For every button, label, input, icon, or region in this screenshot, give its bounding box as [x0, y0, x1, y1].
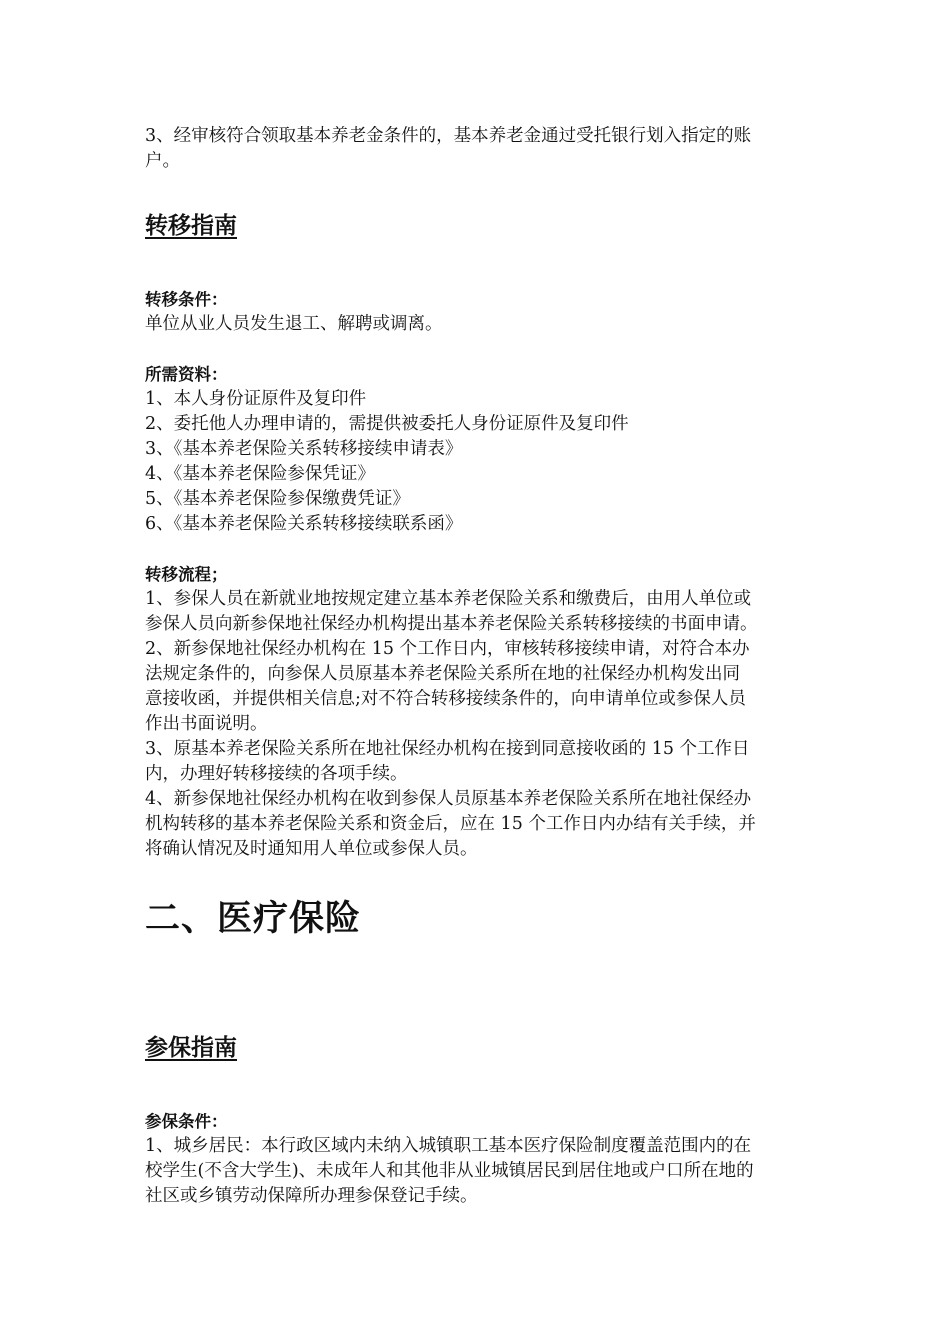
paragraph-line: 3、经审核符合领取基本养老金条件的，基本养老金通过受托银行划入指定的账: [145, 126, 752, 146]
paragraph-line: 法规定条件的，向参保人员原基本养老保险关系所在地的社保经办机构发出同: [145, 664, 740, 684]
paragraph-line: 4、新参保地社保经办机构在收到参保人员原基本养老保险关系所在地社保经办: [145, 789, 752, 809]
paragraph-line: 意接收函，并提供相关信息;对不符合转移接续条件的，向申请单位或参保人员: [145, 689, 746, 709]
medical-insurance-heading: 二、医疗保险: [145, 899, 362, 939]
paragraph-line: 3、原基本养老保险关系所在地社保经办机构在接到同意接收函的 15 个工作日: [145, 739, 750, 759]
enroll-conditions-text: [145, 1134, 754, 1209]
transfer-guide-heading: 转移指南: [145, 213, 237, 239]
paragraph-line: 内，办理好转移接续的各项手续。: [145, 764, 408, 784]
list-item: 4、《基本养老保险参保凭证》: [145, 464, 375, 484]
top-paragraph: [145, 124, 751, 174]
paragraph-line: 参保人员向新参保地社保经办机构提出基本养老保险关系转移接续的书面申请。: [145, 614, 758, 634]
paragraph-line: 作出书面说明。: [145, 714, 268, 734]
paragraph-line: 校学生(不含大学生)、未成年人和其他非从业城镇居民到居住地或户口所在地的: [145, 1161, 754, 1181]
materials-list: [145, 387, 629, 537]
list-item: 5、《基本养老保险参保缴费凭证》: [145, 489, 410, 509]
paragraph-line: 社区或乡镇劳动保障所办理参保登记手续。: [145, 1186, 478, 1206]
enroll-guide-heading: 参保指南: [145, 1035, 237, 1061]
list-item: 2、委托他人办理申请的，需提供被委托人身份证原件及复印件: [145, 414, 629, 434]
paragraph-line: 户。: [145, 151, 180, 171]
materials-label: 所需资料：: [145, 365, 228, 384]
transfer-conditions-text: 单位从业人员发生退工、解聘或调离。: [145, 314, 443, 334]
process-label: 转移流程；: [145, 565, 228, 584]
paragraph-line: 1、城乡居民：本行政区域内未纳入城镇职工基本医疗保险制度覆盖范围内的在: [145, 1136, 752, 1156]
paragraph-line: 将确认情况及时通知用人单位或参保人员。: [145, 839, 478, 859]
list-item: 1、本人身份证原件及复印件: [145, 389, 367, 409]
transfer-conditions-label: 转移条件：: [145, 290, 228, 309]
list-item: 3、《基本养老保险关系转移接续申请表》: [145, 439, 463, 459]
list-item: 6、《基本养老保险关系转移接续联系函》: [145, 514, 463, 534]
enroll-conditions-label: 参保条件：: [145, 1112, 228, 1131]
process-text: [145, 587, 758, 862]
paragraph-line: 1、参保人员在新就业地按规定建立基本养老保险关系和缴费后，由用人单位或: [145, 589, 752, 609]
paragraph-line: 机构转移的基本养老保险关系和资金后，应在 15 个工作日内办结有关手续，并: [145, 814, 756, 834]
paragraph-line: 2、新参保地社保经办机构在 15 个工作日内，审核转移接续申请，对符合本办: [145, 639, 750, 659]
